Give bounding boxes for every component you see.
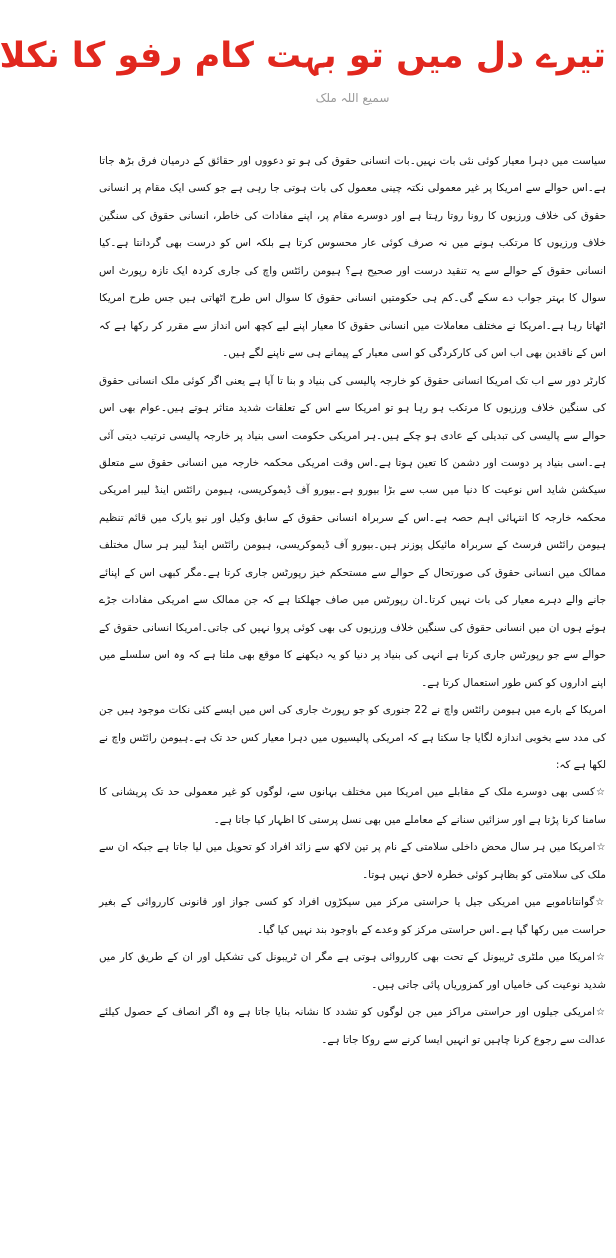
article-headline: تیرے دل میں تو بہت کام رفو کا نکلا <box>0 36 606 76</box>
body-paragraph: کارٹر دور سے اب تک امریکا انسانی حقوق کو خارجہ پالیسی کی بنیاد و بنا تا آیا ہے یعنی اگر کوئی ملک انسانی حقوق کی سنگین خلاف ورزیوں کا مرتکب ہو رہا ہو تو امریکا سے اس کے تعلقات شدید متاثر ہوتے ہیں۔عوام بھی اس حوالے سے پالیسی کی تبدیلی کے عادی ہو چکے ہیں۔ہر امریکی حکومت اسی بنیاد پر خارجہ پالیسی ترتیب دیتی آئی ہے۔اسی بنیاد پر دوست اور دشمن کا تعین ہوتا ہے۔اس وقت امریکی محکمہ خارجہ میں انسانی حقوق سے متعلق سیکشن شاید اس نوعیت کا دنیا میں سب سے بڑا بیورو ہے۔بیورو آف ڈیموکریسی، ہیومن رائٹس اینڈ لیبر امریکی محکمہ خارجہ کا انتہائی اہم حصہ ہے۔اس کے سربراہ انسانی حقوق کے سابق وکیل اور نیو یارک میں قائم تنظیم ہیومن رائٹس فرسٹ کے سربراہ مائیکل پوزنر ہیں۔بیورو آف ڈیموکریسی، ہیومن رائٹس اینڈ لیبر ہر سال مختلف ممالک میں انسانی حقوق کی صورتحال کے حوالے سے مستحکم خیز رپورٹس جاری کرتا ہے۔مگر کبھی اس کے اپنائے جانے والے دہرے معیار کی بات نہیں کرتا۔ان رپورٹس میں صاف جھلکتا ہے کہ جن ممالک سے امریکی مفادات جڑے ہوئے ہوں ان میں انسانی حقوق کی سنگین خلاف ورزیوں کی بھی کوئی پروا نہیں کی جاتی۔امریکا انسانی حقوق کے حوالے سے جو رپورٹس جاری کرتا ہے انہی کی بنیاد پر دنیا کو یہ دیکھنے کا موقع بھی ملتا ہے کہ وہ اس سلسلے میں اپنے اداروں کو کس طور استعمال کرتا ہے۔ <box>99 374 606 689</box>
bullet-point: ☆ امریکا میں ہر سال محض داخلی سلامتی کے نام پر تین لاکھ سے زائد افراد کو تحویل میں لیا جاتا ہے جبکہ ان سے ملک کی سلامتی کو بظاہر کوئی خطرہ لاحق نہیں ہوتا۔ <box>99 834 606 889</box>
article-body <box>99 148 606 1054</box>
author-byline: سمیع اللہ ملک <box>315 91 390 105</box>
bullet-point: ☆ امریکا میں ملٹری ٹریبونل کے تحت بھی کارروائی ہوتی ہے مگر ان ٹریبونل کی تشکیل اور ان کے طریق کار میں شدید نوعیت کی خامیاں اور کمزوریاں پائی جاتی ہیں۔ <box>99 944 606 999</box>
bullet-point: ☆ گوانتاناموبے میں امریکی جیل یا حراستی مرکز میں سیکڑوں افراد کو کسی جواز اور قانونی کارروائی کے بغیر حراست میں رکھا گیا ہے۔اس حراستی مرکز کو وعدے کے باوجود بند نہیں کیا گیا۔ <box>99 889 606 944</box>
bullet-point: ☆ کسی بھی دوسرے ملک کے مقابلے میں امریکا میں مختلف بہانوں سے، لوگوں کو غیر معمولی حد تک پریشانی کا سامنا کرنا پڑتا ہے اور سزائیں سنانے کے معاملے میں بھی نسل پرستی کا اظہار کیا جاتا ہے۔ <box>99 779 606 834</box>
body-paragraph: سیاست میں دہرا معیار کوئی نئی بات نہیں۔بات انسانی حقوق کی ہو تو دعووں اور حقائق کے درمیان فرق بڑھ جاتا ہے۔اس حوالے سے امریکا پر غیر معمولی نکتہ چینی معمول کی بات ہوتی جا رہی ہے جو کسی ایک مقام پر انسانی حقوق کی خلاف ورزیوں کا رونا روتا رہتا ہے اور دوسرے مقام پر، اپنے مفادات کی خاطر، انسانی حقوق کی سنگین خلاف ورزیوں کا مرتکب ہونے میں نہ صرف کوئی عار محسوس کرتا ہے بلکہ اس کو درست بھی گردانتا ہے۔کیا انسانی حقوق کے حوالے سے یہ تنقید درست اور صحیح ہے؟ ہیومن رائٹس واچ کی جاری کردہ ایک تازہ رپورٹ اس سوال کا بہتر جواب دے سکے گی۔کم ہی حکومتیں انسانی حقوق کا سوال اس طرح اٹھاتی ہیں جس طرح امریکا اٹھاتا رہا ہے۔امریکا نے مختلف معاملات میں انسانی حقوق کا معیار اپنے لیے کچھ اس انداز سے مقرر کر رکھا ہے کہ اس کے ناقدین بھی اب اس کی کارکردگی کو اسی معیار کے پیمانے ہی سے ناپنے لگے ہیں۔ <box>99 155 606 360</box>
body-paragraph: امریکا کے بارے میں ہیومن رائٹس واچ نے 22 جنوری کو جو رپورٹ جاری کی اس میں ایسے کئی نکات موجود ہیں جن کی مدد سے بخوبی اندازہ لگایا جا سکتا ہے کہ امریکی پالیسیوں میں دہرا معیار کس حد تک ہے۔ہیومن رائٹس واچ نے لکھا ہے کہ: <box>99 704 606 771</box>
bullet-point: ☆ امریکی جیلوں اور حراستی مراکز میں جن لوگوں کو تشدد کا نشانہ بنایا جاتا ہے وہ اگر انصاف کے حصول کیلئے عدالت سے رجوع کرنا چاہیں تو انہیں ایسا کرنے سے روکا جاتا ہے۔ <box>99 999 606 1054</box>
